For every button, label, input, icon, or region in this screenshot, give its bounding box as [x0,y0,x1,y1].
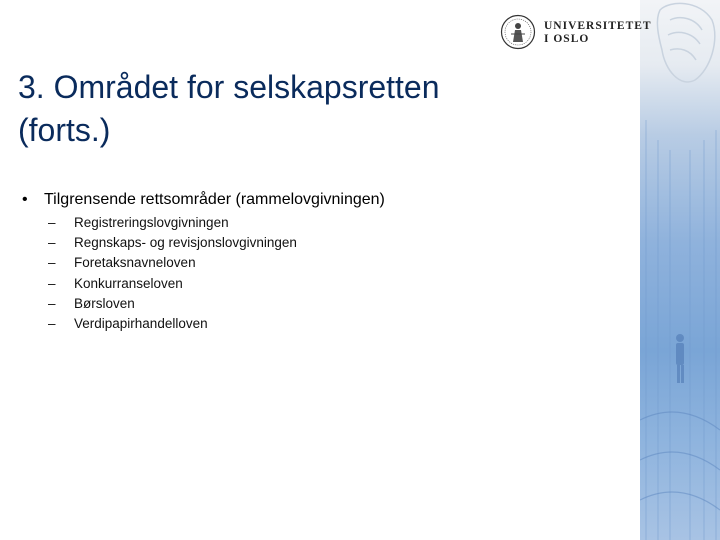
statue-illustration-icon [640,0,720,540]
dash-mark: – [48,255,56,271]
dash-mark: – [48,275,56,291]
sub-bullet-text: Foretaksnavneloven [74,255,196,271]
slide-title [18,66,618,152]
sub-bullet-text: Registreringslovgivningen [74,215,229,230]
dash-mark: – [48,315,56,331]
sub-bullet-text: Regnskaps- og revisjonslovgivningen [74,235,297,251]
logo-text-line2: I OSLO [544,33,590,45]
logo-text-line1: UNIVERSITETET [544,20,652,32]
slide-title-line2: (forts.) [18,112,111,148]
bullet-text: Tilgrensende rettsområder (rammelovgivningen) [44,191,385,208]
dash-mark: – [48,215,56,230]
sub-bullet-text: Børsloven [74,295,135,311]
bullet-mark: • [22,191,28,208]
sub-bullet-text: Konkurranseloven [74,275,183,291]
slide-title-line1: 3. Området for selskapsretten [18,69,440,105]
dash-mark: – [48,235,56,251]
sub-bullet-text: Verdipapirhandelloven [74,315,208,331]
dash-mark: – [48,295,56,311]
decorative-side-image [640,0,720,540]
university-logo [500,14,652,50]
university-seal-icon [500,14,536,50]
